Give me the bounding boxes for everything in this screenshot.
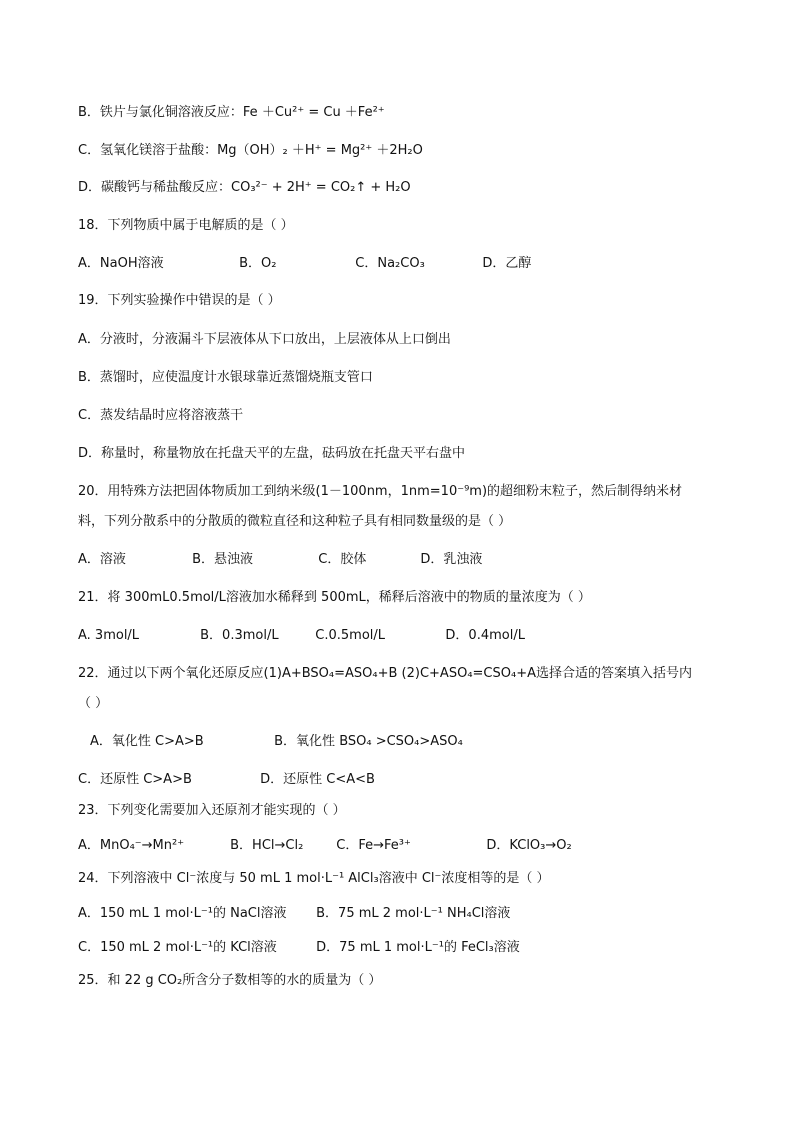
option-20c: C．胶体: [318, 552, 367, 567]
question-20-line2: 料，下列分散系中的分散质的微粒直径和这种粒子具有相同数量级的是（ ）: [78, 514, 512, 529]
question-25: 25．和 22 g CO₂所含分子数相等的水的质量为（ ）: [78, 973, 382, 988]
option-17c: C．氢氧化镁溶于盐酸：Mg（OH）₂ ＋H⁺ = Mg²⁺ ＋2H₂O: [78, 143, 423, 158]
option-18a: A．NaOH溶液: [78, 256, 164, 271]
option-19d: D．称量时，称量物放在托盘天平的左盘，砝码放在托盘天平右盘中: [78, 446, 466, 461]
question-24-options-ab: [78, 905, 754, 923]
question-22-options-cd: [78, 771, 754, 789]
question-21: 21．将 300mL0.5mol/L溶液加水稀释到 500mL，稀释后溶液中的物质的量浓度为（ ）: [78, 590, 591, 605]
option-18b: B．O₂: [239, 256, 277, 271]
option-22b: B．氧化性 BSO₄ >CSO₄>ASO₄: [274, 734, 463, 749]
option-24a: A．150 mL 1 mol·L⁻¹的 NaCl溶液: [78, 906, 287, 921]
option-21b: B．0.3mol/L: [200, 628, 279, 643]
question-18: 18．下列物质中属于电解质的是（ ）: [78, 218, 294, 233]
question-22-options-ab: [90, 733, 754, 751]
option-19c: C．蒸发结晶时应将溶液蒸干: [78, 408, 244, 423]
option-23b: B．HCl→Cl₂: [230, 838, 304, 853]
question-24-options-cd: [78, 939, 754, 957]
option-19a: A．分液时，分液漏斗下层液体从下口放出，上层液体从上口倒出: [78, 332, 451, 347]
option-23c: C．Fe→Fe³⁺: [336, 838, 411, 853]
question-21-options: [78, 627, 754, 645]
option-20a: A．溶液: [78, 552, 126, 567]
option-23a: A．MnO₄⁻→Mn²⁺: [78, 838, 185, 853]
question-20-options: [78, 551, 754, 569]
option-22d: D．还原性 C<A<B: [260, 772, 375, 787]
option-20d: D．乳浊液: [420, 552, 483, 567]
option-20b: B．悬浊液: [192, 552, 254, 567]
question-22-line1: 22．通过以下两个氧化还原反应(1)A+BSO₄=ASO₄+B (2)C+ASO₄=CSO₄+A选择合适的答案填入括号内: [78, 666, 692, 681]
option-19b: B．蒸馏时，应使温度计水银球靠近蒸馏烧瓶支管口: [78, 370, 373, 385]
option-17b: B．铁片与氯化铜溶液反应：Fe ＋Cu²⁺ = Cu ＋Fe²⁺: [78, 105, 385, 120]
option-23d: D．KClO₃→O₂: [486, 838, 572, 853]
option-24b: B．75 mL 2 mol·L⁻¹ NH₄Cl溶液: [316, 906, 511, 921]
question-22-line2: （ ）: [78, 696, 109, 711]
question-23-options: [78, 837, 754, 855]
option-17d: D．碳酸钙与稀盐酸反应：CO₃²⁻ + 2H⁺ = CO₂↑ + H₂O: [78, 180, 411, 195]
option-18c: C．Na₂CO₃: [355, 256, 425, 271]
option-24d: D．75 mL 1 mol·L⁻¹的 FeCl₃溶液: [316, 940, 520, 955]
question-18-options: [78, 255, 754, 273]
option-18d: D．乙醇: [482, 256, 532, 271]
option-22a: A．氧化性 C>A>B: [90, 734, 204, 749]
question-20-line1: 20．用特殊方法把固体物质加工到纳米级(1－100nm，1nm=10⁻⁹m)的超细粉末粒子，然后制得纳米材: [78, 484, 683, 499]
option-24c: C．150 mL 2 mol·L⁻¹的 KCl溶液: [78, 940, 277, 955]
option-22c: C．还原性 C>A>B: [78, 772, 192, 787]
option-21a: A. 3mol/L: [78, 628, 140, 643]
question-23: 23．下列变化需要加入还原剂才能实现的（ ）: [78, 803, 346, 818]
question-19: 19．下列实验操作中错误的是（ ）: [78, 293, 281, 308]
question-24: 24．下列溶液中 Cl⁻浓度与 50 mL 1 mol·L⁻¹ AlCl₃溶液中 Cl⁻浓度相等的是（ ）: [78, 871, 550, 886]
option-21d: D．0.4mol/L: [445, 628, 525, 643]
option-21c: C.0.5mol/L: [315, 628, 386, 643]
